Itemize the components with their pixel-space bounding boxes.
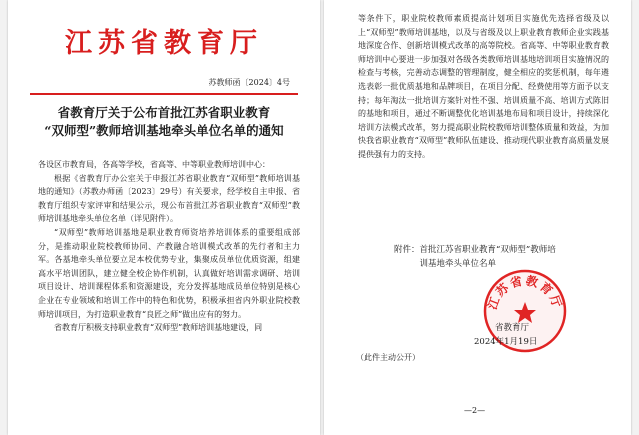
document-number: 苏教师函〔2024〕4号 bbox=[208, 78, 290, 87]
seal-text: 江苏省教育厅 bbox=[485, 273, 565, 312]
body-paragraph: 根据《省教育厅办公室关于申报江苏省职业教育“双师型”教师培训基地的通知》（苏教办师函〔2023〕29号）有关要求，经学校自主申报、省教育厅组织专家评审和结果公示，现公布首批江苏省职业教育“双师型”教师培训基地牵头单位名单（详见附件）。 bbox=[38, 173, 300, 224]
title-line-2: “双师型”教师培训基地牵头单位名单的通知 bbox=[44, 123, 284, 138]
header-red-rule bbox=[30, 93, 298, 95]
issuer-name: 省教育厅 bbox=[495, 323, 530, 333]
body-text-left bbox=[38, 158, 300, 335]
body-paragraph: “双师型”教师培训基地是职业教育师资培养培训体系的重要组成部分，是推动职业院校教师协同、产教融合培训模式改革的先行者和主力军。各基地牵头单位要立足本校优势专业，集聚成员单位优质资源，组建高水平培训团队，建立健全校企协作机制，认真做好培训需求调研、培训项目设计、培训课程体系和资源建设，充分发挥基地成员单位特别是核心企业在专业领域和培训工作中的特色和优势，积极承担省内外职业院校教师培训项目，为打造职业教育“良匠之师”做出应有的努力。 bbox=[38, 227, 300, 319]
attachment-link[interactable]: 首批江苏省职业教育“双师型”教师培训基地牵头单位名单 bbox=[419, 245, 556, 269]
document-title bbox=[38, 104, 290, 140]
document-page-2 bbox=[324, 0, 631, 435]
attachment-note bbox=[394, 243, 560, 271]
public-disclosure-note: （此件主动公开） bbox=[356, 353, 420, 362]
document-header: 江苏省教育厅 bbox=[65, 28, 263, 59]
attachment-label: 附件： bbox=[394, 245, 420, 255]
body-paragraph: 省教育厅积极支持职业教育“双师型”教师培训基地建设，同 bbox=[54, 323, 263, 333]
document-page-1 bbox=[8, 0, 320, 435]
issue-date: 2024年1月19日 bbox=[474, 337, 538, 347]
title-line-1: 省教育厅关于公布首批江苏省职业教育 bbox=[57, 105, 271, 120]
salutation: 各设区市教育局，各高等学校，省高等、中等职业教师培训中心： bbox=[38, 160, 270, 169]
page-number: —2— bbox=[464, 406, 486, 415]
body-text-right bbox=[358, 12, 609, 162]
body-paragraph: 等条件下，职业院校教师素质提高计划项目实施优先选择省级及以上“双师型”教师培训基地，以及与省级及以上职业教育教师企业实践基地深度合作、创新培训模式改革的高等院校。省高等、中等职业教育教师培训中心要进一步加强对各级各类教师培训基地培训项目实施情况的检查与考核，完善动态调整的管理制度，健全相应的奖惩机制，每年遴选表彰一批优质基地和品牌项目，在项目分配、经费使用等方面予以支持；每年淘汰一批培训方案针对性不强、培训质量不高、培训方式陈旧的基地和项目，通过不断调整优化培训基地布局和项目设计，持续深化培训方法模式改革，努力提高职业院校教师培训整体质量和效益，为加快我省职业教育“双师型”教师队伍建设、推动现代职业教育高质量发展提供强有力的支持。 bbox=[358, 14, 609, 159]
